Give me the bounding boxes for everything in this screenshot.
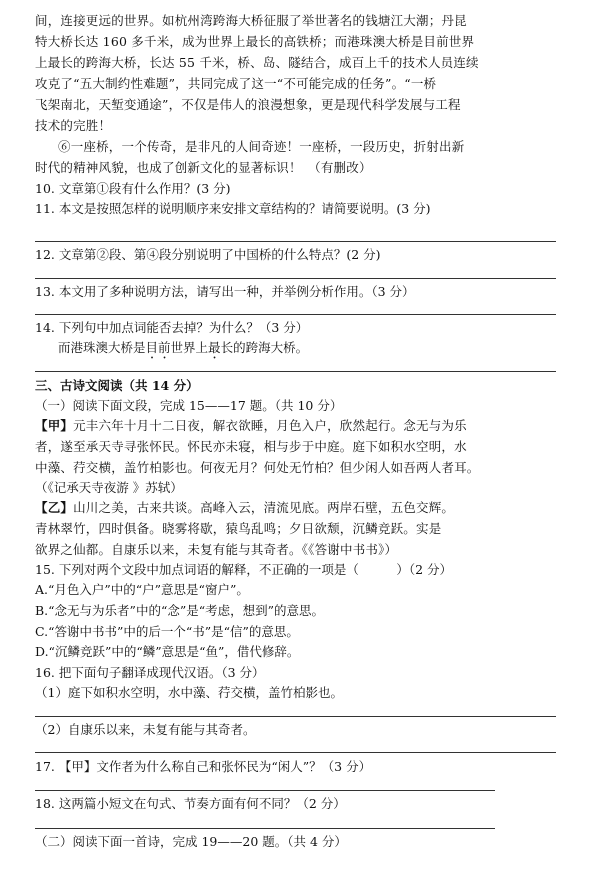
- passage-jia-source: （《记承天寺夜游 》苏轼）: [35, 480, 183, 495]
- answer-line[interactable]: [35, 241, 556, 242]
- passage-paragraph-6: ⑥一座桥，一个传奇，是非凡的人间奇迹！一座桥，一段历史，折射出新: [58, 139, 465, 154]
- passage-line: 间，连接更远的世界。如杭州湾跨海大桥征服了举世著名的钱塘江大潮；丹昆: [35, 13, 467, 28]
- question-13: 13. 本文用了多种说明方法，请写出一种，并举例分析作用。（3 分）: [35, 284, 415, 299]
- dotted-word: 最: [208, 340, 221, 355]
- option-c[interactable]: C.“答谢中书书”中的后一个“书”是“信”的意思。: [35, 624, 299, 639]
- sentence-text: 而港珠澳大桥是: [58, 340, 146, 355]
- question-14: 14. 下列句中加点词能否去掉？为什么？（3 分）: [35, 320, 309, 335]
- passage-line: 飞架南北，天堑变通途”，不仅是伟人的浪漫想象，更是现代科学发展与工程: [35, 97, 461, 112]
- question-17: [35, 759, 371, 775]
- answer-line[interactable]: [35, 828, 495, 829]
- passage-line: 上最长的跨海大桥，长达 55 千米，桥、岛、隧结合，成百上千的技术人员连续: [35, 55, 479, 70]
- question-10: 10. 文章第①段有什么作用？(3 分): [35, 181, 231, 196]
- option-a[interactable]: A.“月色入户”中的“户”意思是“窗户”。: [35, 582, 249, 597]
- passage-jia: [35, 418, 467, 434]
- section-3-heading: 三、古诗文阅读（共 14 分）: [35, 378, 199, 393]
- section-3-sub-1: （一）阅读下面文段，完成 15——17 题。（共 10 分）: [35, 398, 343, 413]
- option-b[interactable]: B.“念无与为乐者”中的“念”是“考虑，想到”的意思。: [35, 603, 325, 618]
- question-12: 12. 文章第②段、第④段分别说明了中国桥的什么特点？(2 分): [35, 247, 381, 262]
- yi-tag: 【乙】: [35, 500, 74, 515]
- passage-yi-line: 欲界之仙都。自康乐以来，未复有能与其奇者。《《答谢中书书》）: [35, 542, 398, 557]
- jia-tag: 【甲】: [35, 418, 74, 433]
- sentence-text: 世界上: [170, 340, 209, 355]
- question-11: 11. 本文是按照怎样的说明顺序来安排文章结构的？请简要说明。(3 分): [35, 201, 431, 216]
- answer-line[interactable]: [35, 371, 556, 372]
- answer-line[interactable]: [35, 752, 556, 753]
- passage-yi: [35, 500, 454, 516]
- section-3-sub-2: （二）阅读下面一首诗，完成 19——20 题。（共 4 分）: [35, 834, 347, 849]
- question-16: 16. 把下面句子翻译成现代汉语。（3 分）: [35, 665, 265, 680]
- answer-line[interactable]: [35, 314, 556, 315]
- option-d[interactable]: D.“沉鳞竞跃”中的“鳞”意思是“鱼”，借代修辞。: [35, 644, 300, 659]
- question-18: 18. 这两篇小短文在句式、节奏方面有何不同？（2 分）: [35, 796, 346, 811]
- jia-text: 元丰六年十月十二日夜，解衣欲睡，月色入户，欣然起行。念无与为乐: [73, 418, 467, 433]
- passage-line: 攻克了“五大制约性难题”，共同完成了这一“不可能完成的任务”。“一桥: [35, 76, 437, 91]
- answer-line[interactable]: [35, 790, 495, 791]
- passage-line: 特大桥长达 160 多千米，成为世界上最长的高铁桥；而港珠澳大桥是目前世界: [35, 34, 475, 49]
- passage-line: 技术的完胜！: [35, 118, 112, 133]
- question-15: 15. 下列对两个文段中加点词语的解释，不正确的一项是（ ）（2 分）: [35, 562, 453, 577]
- sentence-text: 长的跨海大桥。: [220, 340, 309, 355]
- question-17-text: 文作者为什么称自己和张怀民为“闲人”？（3 分）: [96, 759, 372, 774]
- question-17-tag: 17. 【甲】: [35, 759, 97, 774]
- passage-yi-line: 青林翠竹，四时俱备。晓雾将歇，猿鸟乱鸣；夕日欲颓，沉鳞竞跃。实是: [35, 521, 442, 536]
- passage-jia-line: 中藻、荇交横，盖竹柏影也。何夜无月？何处无竹柏？但少闲人如吾两人者耳。: [35, 460, 480, 475]
- passage-line: 时代的精神风貌，也成了创新文化的显著标识！ （有删改）: [35, 160, 372, 175]
- passage-jia-line: 者，遂至承天寺寻张怀民。怀民亦未寝，相与步于中庭。庭下如积水空明，水: [35, 439, 467, 454]
- question-16-sentence-2: （2）自康乐以来，未复有能与其奇者。: [35, 722, 256, 737]
- dotted-word: 目前: [145, 340, 171, 355]
- question-16-sentence-1: （1）庭下如积水空明，水中藻、荇交横，盖竹柏影也。: [35, 685, 343, 700]
- answer-line[interactable]: [35, 716, 556, 717]
- yi-text: 山川之美，古来共谈。高峰入云，清流见底。两岸石壁，五色交辉。: [73, 500, 455, 515]
- answer-line[interactable]: [35, 278, 556, 279]
- question-14-sentence: [58, 340, 308, 362]
